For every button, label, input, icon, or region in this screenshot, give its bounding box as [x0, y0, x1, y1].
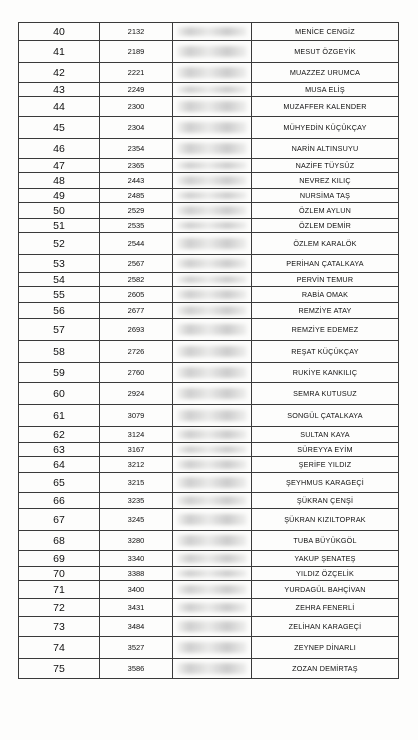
table-row: [19, 457, 399, 473]
redaction-blur: [177, 86, 247, 93]
table-row: [19, 203, 399, 219]
record-id: 3586: [100, 659, 173, 679]
table-row: [19, 443, 399, 457]
person-name: ÖZLEM KARALÖK: [252, 233, 399, 255]
redaction-blur: [177, 367, 247, 378]
redaction-blur: [177, 276, 247, 283]
redacted-id-cell: [173, 203, 252, 219]
table-row: [19, 233, 399, 255]
row-number: 40: [19, 23, 100, 41]
redacted-id-cell: [173, 303, 252, 319]
person-name: YAKUP ŞENATEŞ: [252, 551, 399, 567]
record-id: 3245: [100, 509, 173, 531]
table-row: [19, 255, 399, 273]
redacted-id-cell: [173, 637, 252, 659]
record-id: 3235: [100, 493, 173, 509]
row-number: 43: [19, 83, 100, 97]
row-number: 44: [19, 97, 100, 117]
table-row: [19, 139, 399, 159]
person-name: PERVİN TEMUR: [252, 273, 399, 287]
record-id: 3388: [100, 567, 173, 581]
row-number: 71: [19, 581, 100, 599]
redaction-blur: [177, 496, 247, 504]
row-number: 50: [19, 203, 100, 219]
record-id: 2485: [100, 189, 173, 203]
redacted-id-cell: [173, 219, 252, 233]
redaction-blur: [177, 324, 247, 336]
record-id: 2304: [100, 117, 173, 139]
record-id: 2132: [100, 23, 173, 41]
table-row: [19, 319, 399, 341]
record-id: 3124: [100, 427, 173, 443]
redaction-blur: [177, 222, 247, 229]
record-id: 2354: [100, 139, 173, 159]
redaction-blur: [177, 192, 247, 199]
table-row: [19, 473, 399, 493]
record-id: 2605: [100, 287, 173, 303]
redaction-blur: [177, 27, 247, 37]
person-name: MESUT ÖZGEYİK: [252, 41, 399, 63]
row-number: 45: [19, 117, 100, 139]
redaction-blur: [177, 143, 247, 154]
row-number: 68: [19, 531, 100, 551]
table-row: [19, 303, 399, 319]
row-number: 61: [19, 405, 100, 427]
table-row: [19, 173, 399, 189]
redacted-id-cell: [173, 473, 252, 493]
person-name: ZOZAN DEMİRTAŞ: [252, 659, 399, 679]
redaction-blur: [177, 67, 247, 78]
table-row: [19, 659, 399, 679]
person-name: REMZİYE ATAY: [252, 303, 399, 319]
roster-table: [18, 22, 399, 679]
record-id: 2924: [100, 383, 173, 405]
redaction-blur: [177, 388, 247, 400]
table-row: [19, 41, 399, 63]
table-row: [19, 405, 399, 427]
redaction-blur: [177, 554, 247, 562]
record-id: 2189: [100, 41, 173, 63]
person-name: RABİA OMAK: [252, 287, 399, 303]
redacted-id-cell: [173, 427, 252, 443]
row-number: 63: [19, 443, 100, 457]
row-number: 53: [19, 255, 100, 273]
person-name: YURDAGÜL BAHÇİVAN: [252, 581, 399, 599]
person-name: SÜREYYA EYİM: [252, 443, 399, 457]
redacted-id-cell: [173, 319, 252, 341]
record-id: 3527: [100, 637, 173, 659]
redaction-blur: [177, 514, 247, 526]
redaction-blur: [177, 430, 247, 438]
person-name: SULTAN KAYA: [252, 427, 399, 443]
record-id: 2567: [100, 255, 173, 273]
redacted-id-cell: [173, 139, 252, 159]
table-row: [19, 637, 399, 659]
redaction-blur: [177, 206, 247, 214]
redacted-id-cell: [173, 117, 252, 139]
redacted-id-cell: [173, 159, 252, 173]
redaction-blur: [177, 122, 247, 134]
redacted-id-cell: [173, 23, 252, 41]
person-name: MUSA ELİŞ: [252, 83, 399, 97]
redacted-id-cell: [173, 287, 252, 303]
redaction-blur: [177, 585, 247, 595]
person-name: YILDIZ ÖZÇELİK: [252, 567, 399, 581]
row-number: 60: [19, 383, 100, 405]
redacted-id-cell: [173, 273, 252, 287]
row-number: 58: [19, 341, 100, 363]
redacted-id-cell: [173, 509, 252, 531]
redacted-id-cell: [173, 97, 252, 117]
redaction-blur: [177, 259, 247, 269]
redaction-blur: [177, 570, 247, 577]
record-id: 3484: [100, 617, 173, 637]
table-row: [19, 159, 399, 173]
person-name: NAZİFE TÜYSÜZ: [252, 159, 399, 173]
record-id: 2726: [100, 341, 173, 363]
redacted-id-cell: [173, 233, 252, 255]
row-number: 41: [19, 41, 100, 63]
table-row: [19, 189, 399, 203]
row-number: 48: [19, 173, 100, 189]
record-id: 3280: [100, 531, 173, 551]
person-name: MUZAFFER KALENDER: [252, 97, 399, 117]
table-row: [19, 493, 399, 509]
row-number: 70: [19, 567, 100, 581]
redacted-id-cell: [173, 363, 252, 383]
record-id: 2535: [100, 219, 173, 233]
redacted-id-cell: [173, 551, 252, 567]
row-number: 52: [19, 233, 100, 255]
redaction-blur: [177, 535, 247, 546]
redacted-id-cell: [173, 457, 252, 473]
person-name: ŞÜKRAN ÇENŞİ: [252, 493, 399, 509]
person-name: NEVREZ KILIÇ: [252, 173, 399, 189]
row-number: 56: [19, 303, 100, 319]
row-number: 72: [19, 599, 100, 617]
person-name: TUBA BÜYÜKGÖL: [252, 531, 399, 551]
redaction-blur: [177, 410, 247, 422]
person-name: MÜHYEDİN KÜÇÜKÇAY: [252, 117, 399, 139]
person-name: RUKİYE KANKILIÇ: [252, 363, 399, 383]
redaction-blur: [177, 642, 247, 654]
redaction-blur: [177, 176, 247, 184]
row-number: 47: [19, 159, 100, 173]
record-id: 3431: [100, 599, 173, 617]
row-number: 74: [19, 637, 100, 659]
redacted-id-cell: [173, 341, 252, 363]
table-row: [19, 83, 399, 97]
record-id: 2443: [100, 173, 173, 189]
redacted-id-cell: [173, 63, 252, 83]
table-row: [19, 273, 399, 287]
redacted-id-cell: [173, 189, 252, 203]
row-number: 55: [19, 287, 100, 303]
record-id: 2693: [100, 319, 173, 341]
redaction-blur: [177, 346, 247, 358]
redacted-id-cell: [173, 41, 252, 63]
table-row: [19, 287, 399, 303]
row-number: 59: [19, 363, 100, 383]
table-row: [19, 551, 399, 567]
redacted-id-cell: [173, 581, 252, 599]
record-id: 2677: [100, 303, 173, 319]
table-row: [19, 509, 399, 531]
redaction-blur: [177, 663, 247, 674]
record-id: 3400: [100, 581, 173, 599]
record-id: 3215: [100, 473, 173, 493]
row-number: 64: [19, 457, 100, 473]
record-id: 2249: [100, 83, 173, 97]
redacted-id-cell: [173, 567, 252, 581]
redacted-id-cell: [173, 659, 252, 679]
table-row: [19, 531, 399, 551]
record-id: 2529: [100, 203, 173, 219]
row-number: 54: [19, 273, 100, 287]
person-name: ŞEYHMUS KARAGEÇİ: [252, 473, 399, 493]
roster-body: [19, 23, 399, 679]
person-name: REMZİYE EDEMEZ: [252, 319, 399, 341]
person-name: NURSİMA TAŞ: [252, 189, 399, 203]
table-row: [19, 63, 399, 83]
table-row: [19, 427, 399, 443]
person-name: ŞÜKRAN KIZILTOPRAK: [252, 509, 399, 531]
redacted-id-cell: [173, 599, 252, 617]
redacted-id-cell: [173, 83, 252, 97]
redacted-id-cell: [173, 173, 252, 189]
redacted-id-cell: [173, 617, 252, 637]
redacted-id-cell: [173, 493, 252, 509]
table-row: [19, 617, 399, 637]
person-name: ÖZLEM AYLUN: [252, 203, 399, 219]
person-name: SONGÜL ÇATALKAYA: [252, 405, 399, 427]
table-row: [19, 599, 399, 617]
person-name: MENİCE CENGİZ: [252, 23, 399, 41]
table-row: [19, 219, 399, 233]
record-id: 2760: [100, 363, 173, 383]
row-number: 42: [19, 63, 100, 83]
redacted-id-cell: [173, 405, 252, 427]
redacted-id-cell: [173, 443, 252, 457]
record-id: 2544: [100, 233, 173, 255]
record-id: 3079: [100, 405, 173, 427]
row-number: 51: [19, 219, 100, 233]
person-name: ZEYNEP DİNARLI: [252, 637, 399, 659]
record-id: 2221: [100, 63, 173, 83]
row-number: 66: [19, 493, 100, 509]
table-row: [19, 567, 399, 581]
redaction-blur: [177, 290, 247, 298]
redaction-blur: [177, 306, 247, 314]
table-row: [19, 341, 399, 363]
record-id: 3212: [100, 457, 173, 473]
person-name: ŞERİFE YILDIZ: [252, 457, 399, 473]
row-number: 65: [19, 473, 100, 493]
record-id: 3340: [100, 551, 173, 567]
row-number: 75: [19, 659, 100, 679]
redaction-blur: [177, 46, 247, 58]
redaction-blur: [177, 621, 247, 632]
person-name: ZELİHAN KARAGEÇİ: [252, 617, 399, 637]
person-name: ZEHRA FENERLİ: [252, 599, 399, 617]
table-row: [19, 383, 399, 405]
record-id: 3167: [100, 443, 173, 457]
row-number: 67: [19, 509, 100, 531]
person-name: ÖZLEM DEMİR: [252, 219, 399, 233]
person-name: NARİN ALTINSUYU: [252, 139, 399, 159]
person-name: MUAZZEZ URUMCA: [252, 63, 399, 83]
table-row: [19, 581, 399, 599]
person-name: PERİHAN ÇATALKAYA: [252, 255, 399, 273]
redacted-id-cell: [173, 383, 252, 405]
redaction-blur: [177, 101, 247, 112]
row-number: 49: [19, 189, 100, 203]
row-number: 73: [19, 617, 100, 637]
table-row: [19, 117, 399, 139]
row-number: 57: [19, 319, 100, 341]
table-row: [19, 363, 399, 383]
row-number: 46: [19, 139, 100, 159]
person-name: SEMRA KUTUSUZ: [252, 383, 399, 405]
redacted-id-cell: [173, 255, 252, 273]
table-row: [19, 23, 399, 41]
redaction-blur: [177, 446, 247, 453]
redaction-blur: [177, 238, 247, 250]
table-row: [19, 97, 399, 117]
redaction-blur: [177, 162, 247, 169]
redaction-blur: [177, 477, 247, 488]
record-id: 2582: [100, 273, 173, 287]
redaction-blur: [177, 460, 247, 468]
person-name: REŞAT KÜÇÜKÇAY: [252, 341, 399, 363]
redaction-blur: [177, 603, 247, 613]
record-id: 2300: [100, 97, 173, 117]
record-id: 2365: [100, 159, 173, 173]
row-number: 62: [19, 427, 100, 443]
redacted-id-cell: [173, 531, 252, 551]
row-number: 69: [19, 551, 100, 567]
